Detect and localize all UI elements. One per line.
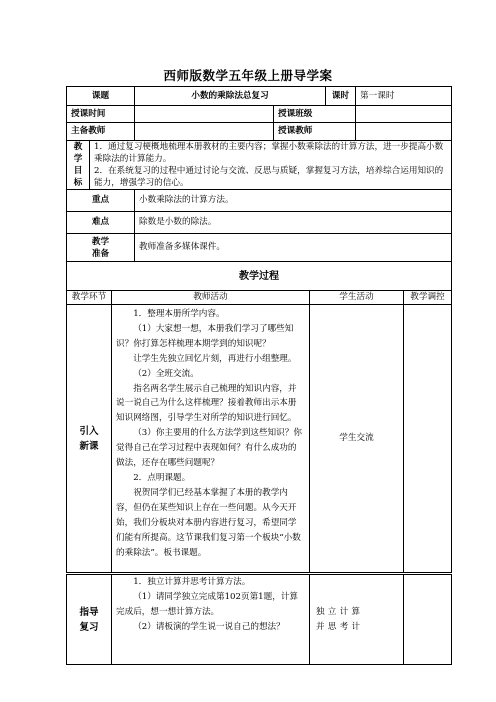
column-header-student: 学生活动 (310, 291, 404, 305)
stage-intro-student: 学生交流 (310, 305, 404, 573)
preparation-value: 教师准备多媒体课件。 (135, 234, 452, 262)
column-header-adjust: 教学调控 (404, 291, 452, 305)
goal-item: 1．通过复习梗概地梳理本册教材的主要内容；掌握小数乘除法的计算方法，进一步提高小数乘除法的计算能力。 (94, 142, 444, 164)
goals-content (90, 141, 452, 190)
difficulty-value: 除数是小数的除法。 (135, 212, 452, 234)
process-table (66, 290, 452, 573)
stage-intro-name: 引入 新课 (67, 305, 112, 573)
time-value (135, 106, 274, 123)
key-point-label: 重点 (67, 190, 135, 212)
class-label: 授课班级 (274, 106, 356, 123)
stage-review-adjust (404, 575, 452, 665)
stage-review-teacher: 1．独立计算并思考计算方法。 （1）请同学独立完成第102页第1题，计算完成后，想一想计算方法。 （2）请板演的学生说一说自己的想法？ (112, 575, 310, 665)
document-title: 西师版数学五年级上册导学案 (163, 68, 333, 83)
time-label: 授课时间 (67, 106, 135, 123)
topic-value: 小数的乘除法总复习 (135, 87, 326, 106)
goal-item: 2．在系统复习的过程中通过讨论与交流、反思与质疑，掌握复习方法，培养综合运用知识的能力，增强学习的信心。 (94, 166, 444, 188)
stage-intro-teacher: 1．整理本册所学内容。 （1）大家想一想，本册我们学习了哪些知识？你打算怎样梳理本期学到的知识呢？ 让学生先独立回忆片刻，再进行小组整理。 （2）全班交流。 指名两名学生展示自己梳理的知识内容，并说一说自己为什么这样梳理？接着教师出示本册知识网络图，引导学生对所学的知识进行回忆。 （3）你主要用的什么方法学到这些知识？你觉得自己在学习过程中表现如何？有什么成功的做法，还存在哪些问题呢？ 2．点明课题。 祝贺同学们已经基本掌握了本册的教学内容，但仍在某些知识上存在一些问题。从今天开始，我们分板块对本册内容进行复习，希望同学们能有所提高。这节课我们复习第一个板块“小数的乘除法”。板书课题。 (112, 305, 310, 573)
hours-value: 第一课时 (356, 87, 452, 106)
column-header-teacher: 教师活动 (112, 291, 310, 305)
main-teacher-value (135, 123, 274, 141)
stage-review-student: 独立计算 并思考计 (310, 575, 404, 665)
hours-label: 课时 (326, 87, 356, 106)
key-point-value: 小数乘除法的计算方法。 (135, 190, 452, 212)
stage-intro-adjust (404, 305, 452, 573)
topic-label: 课题 (67, 87, 135, 106)
teacher-value (356, 123, 452, 141)
process-title: 教学过程 (67, 262, 452, 291)
stage-review-name: 指导 复习 (67, 575, 112, 665)
column-header-stage: 教学环节 (67, 291, 112, 305)
process-table-2 (66, 574, 452, 665)
lesson-info-table (66, 86, 452, 291)
teacher-label: 授课教师 (274, 123, 356, 141)
difficulty-label: 难点 (67, 212, 135, 234)
preparation-label: 教学 准备 (67, 234, 135, 262)
main-teacher-label: 主备教师 (67, 123, 135, 141)
class-value (356, 106, 452, 123)
goals-label: 教 学 目 标 (67, 141, 90, 190)
